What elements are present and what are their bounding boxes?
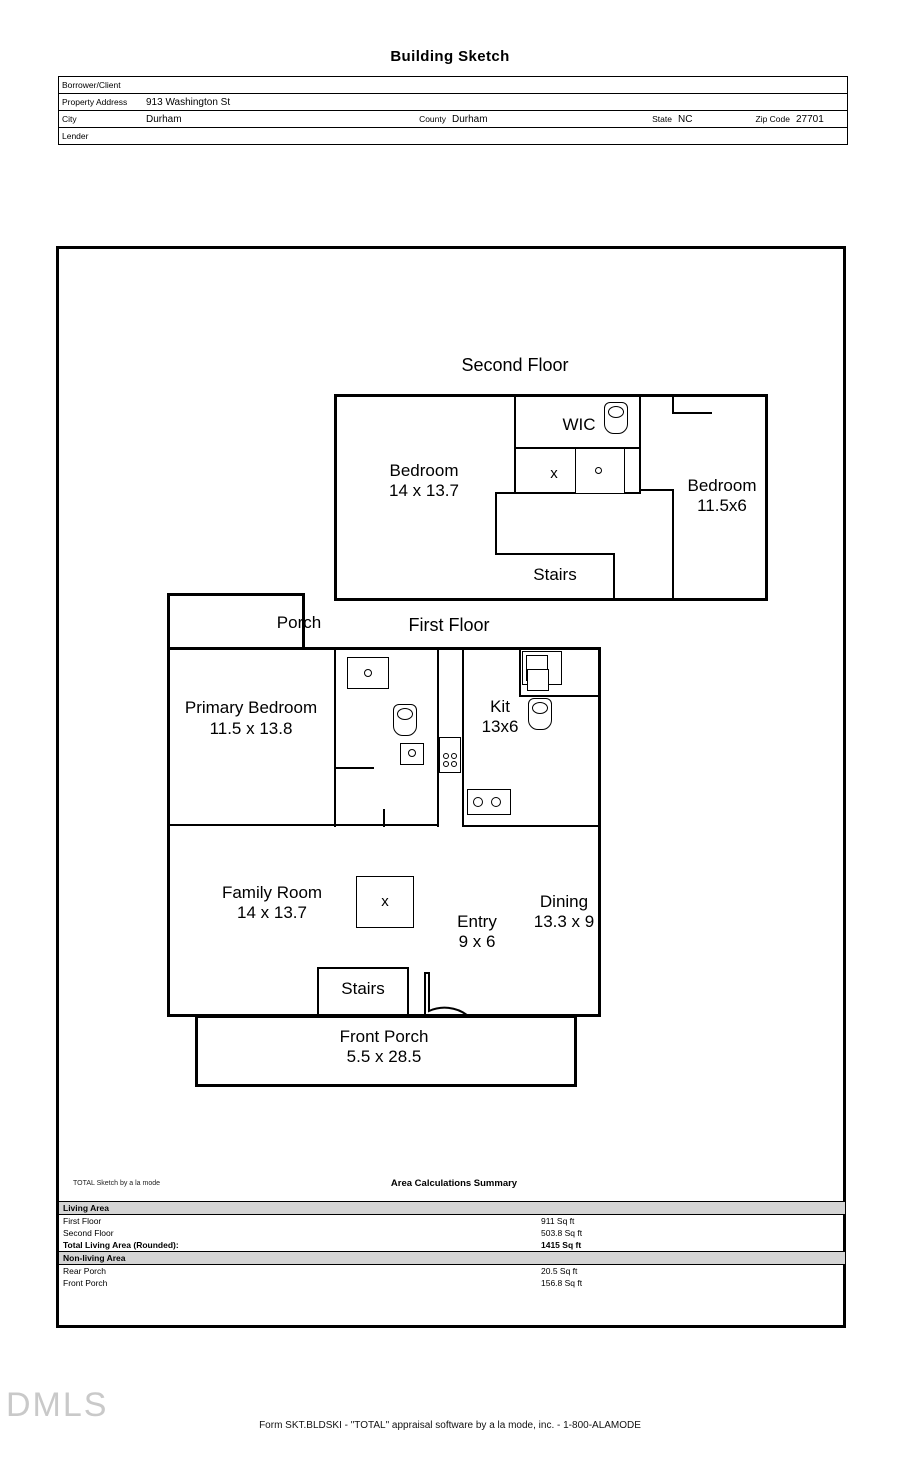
area-summary-title: Area Calculations Summary bbox=[390, 1178, 518, 1189]
room-name: Kit bbox=[490, 697, 510, 716]
wall-1f-kit-left bbox=[462, 647, 464, 827]
wall-1f-primary-bottom bbox=[167, 824, 337, 826]
room-name: Primary Bedroom bbox=[184, 698, 318, 717]
closet-mark-1f: x bbox=[381, 893, 389, 910]
room-dims: 13.3 x 9 bbox=[533, 912, 595, 931]
wall-2f-bedroom2-top bbox=[639, 489, 674, 491]
city-label: City bbox=[59, 111, 144, 128]
room-dims: 13x6 bbox=[481, 717, 519, 736]
wall-1f-stub bbox=[383, 809, 385, 827]
wall-1f-kit-right bbox=[519, 647, 521, 697]
table-row bbox=[59, 128, 848, 145]
first-floor-label: First Floor bbox=[408, 615, 490, 635]
property-address-label: Property Address bbox=[59, 94, 144, 111]
wall-1f-top bbox=[167, 647, 601, 650]
first-floor-label: First Floor bbox=[63, 1216, 102, 1226]
burner-c-icon bbox=[443, 761, 449, 767]
table-row bbox=[59, 1227, 845, 1239]
table-row-nonliving-heading bbox=[59, 1252, 845, 1265]
sketch-credit: TOTAL Sketch by a la mode bbox=[73, 1180, 161, 1187]
room-name: Entry bbox=[457, 912, 497, 931]
wall-front-porch-left bbox=[195, 1015, 198, 1087]
rear-porch-value: 20.5 Sq ft bbox=[541, 1266, 578, 1276]
wall-1f-bath-bottom bbox=[334, 767, 374, 769]
wall-1f-right bbox=[598, 647, 601, 1017]
lender-label: Lender bbox=[62, 131, 89, 141]
county-label: County bbox=[399, 111, 449, 128]
second-floor-area-value: 503.8 Sq ft bbox=[541, 1228, 583, 1238]
wall-1f-dining-top bbox=[462, 825, 601, 827]
wall-2f-wic-left bbox=[514, 394, 516, 494]
table-row-total bbox=[59, 1239, 845, 1252]
zip-label: Zip Code bbox=[735, 111, 793, 128]
table-row bbox=[59, 1265, 845, 1278]
page-title: Building Sketch bbox=[390, 48, 510, 65]
room-label-bedroom-second-2f bbox=[674, 476, 770, 516]
form-footer-text: Form SKT.BLDSKI - "TOTAL" appraisal software by a la mode, inc. - 1-800-ALAMODE bbox=[259, 1420, 641, 1431]
wall-2f-stair-top bbox=[495, 553, 615, 555]
toilet-bowl-1f bbox=[397, 708, 413, 720]
wall-2f-bottom bbox=[334, 598, 768, 601]
sink-basin-right-icon bbox=[491, 797, 501, 807]
burner-a-icon bbox=[443, 753, 449, 759]
sketch-canvas bbox=[56, 246, 846, 1328]
wall-1f-left bbox=[167, 647, 170, 1017]
room-label-porch-rear: Porch bbox=[276, 613, 322, 632]
lender-value bbox=[143, 128, 848, 145]
wall-2f-closet-a bbox=[672, 394, 674, 414]
room-name: Dining bbox=[539, 892, 589, 911]
room-label-kitchen bbox=[464, 697, 536, 737]
table-row bbox=[59, 77, 848, 94]
room-dims: 11.5x6 bbox=[697, 496, 747, 515]
burner-d-icon bbox=[451, 761, 457, 767]
front-porch-label: Front Porch bbox=[63, 1278, 108, 1288]
wall-front-porch-right bbox=[574, 1015, 577, 1087]
wall-1f-stairs-top bbox=[317, 967, 409, 969]
room-label-dining bbox=[499, 892, 629, 932]
second-floor-label: Second Floor bbox=[461, 355, 569, 375]
room-label-front-porch bbox=[259, 1027, 509, 1067]
wall-1f-mid-bottom bbox=[334, 824, 439, 826]
room-label-wic-2f: WIC bbox=[562, 415, 596, 434]
property-header-table bbox=[58, 76, 848, 145]
sink-basin-left-icon bbox=[473, 797, 483, 807]
room-dims: 9 x 6 bbox=[458, 932, 496, 951]
closet-mark-2f: x bbox=[550, 465, 558, 482]
counter-sink-icon bbox=[527, 669, 549, 691]
room-dims: 14 x 13.7 bbox=[389, 481, 459, 500]
sink-basin-1f bbox=[408, 749, 416, 757]
rear-porch-label: Rear Porch bbox=[63, 1266, 106, 1276]
living-area-heading: Living Area bbox=[59, 1202, 845, 1215]
city-value: Durham bbox=[143, 111, 399, 128]
room-label-stairs-1f: Stairs bbox=[341, 979, 385, 998]
table-row bbox=[59, 111, 848, 128]
room-name: Front Porch bbox=[339, 1027, 429, 1046]
tub-drain-1f bbox=[364, 669, 372, 677]
dmls-watermark: DMLS bbox=[6, 1386, 109, 1424]
wall-2f-bath-right bbox=[639, 394, 641, 494]
wall-porch-top bbox=[167, 593, 305, 596]
wall-front-porch-bottom bbox=[195, 1084, 577, 1087]
room-label-bedroom-main-2f bbox=[334, 461, 514, 501]
entry-door-icon bbox=[423, 971, 477, 1017]
non-living-area-heading: Non-living Area bbox=[59, 1252, 845, 1265]
room-name: Bedroom bbox=[687, 476, 757, 495]
room-name: Family Room bbox=[221, 883, 323, 902]
wall-porch-left bbox=[167, 593, 170, 649]
tub-drain-2f bbox=[595, 467, 602, 474]
wall-2f-closet-b bbox=[672, 412, 712, 414]
room-label-stairs-2f: Stairs bbox=[533, 565, 577, 584]
room-name: Bedroom bbox=[389, 461, 459, 480]
total-living-area-value: 1415 Sq ft bbox=[541, 1240, 582, 1250]
borrower-value bbox=[143, 77, 848, 94]
table-row bbox=[59, 94, 848, 111]
county-value: Durham bbox=[449, 111, 635, 128]
room-dims: 14 x 13.7 bbox=[237, 903, 307, 922]
wall-1f-hall-left bbox=[334, 647, 336, 827]
room-label-family-room bbox=[177, 883, 367, 923]
burner-b-icon bbox=[451, 753, 457, 759]
total-living-area-label: Total Living Area (Rounded): bbox=[63, 1240, 179, 1250]
table-row-living-heading bbox=[59, 1202, 845, 1215]
room-label-primary-bedroom bbox=[171, 697, 331, 739]
room-dims: 11.5 x 13.8 bbox=[209, 719, 293, 738]
wall-2f-stair-left bbox=[495, 492, 497, 555]
second-floor-area-label: Second Floor bbox=[63, 1228, 114, 1238]
property-address-value: 913 Washington St bbox=[143, 94, 848, 111]
wall-front-porch-top bbox=[195, 1015, 577, 1018]
state-value: NC bbox=[675, 111, 735, 128]
wall-2f-top bbox=[334, 394, 768, 397]
zip-value: 27701 bbox=[793, 111, 848, 128]
front-porch-value: 156.8 Sq ft bbox=[541, 1278, 583, 1288]
room-dims: 5.5 x 28.5 bbox=[346, 1047, 422, 1066]
table-row bbox=[59, 1277, 845, 1289]
borrower-label: Borrower/Client bbox=[59, 77, 144, 94]
table-row bbox=[59, 1215, 845, 1228]
state-label: State bbox=[635, 111, 675, 128]
first-floor-value: 911 Sq ft bbox=[541, 1216, 575, 1226]
area-calculations-table bbox=[59, 1201, 845, 1289]
